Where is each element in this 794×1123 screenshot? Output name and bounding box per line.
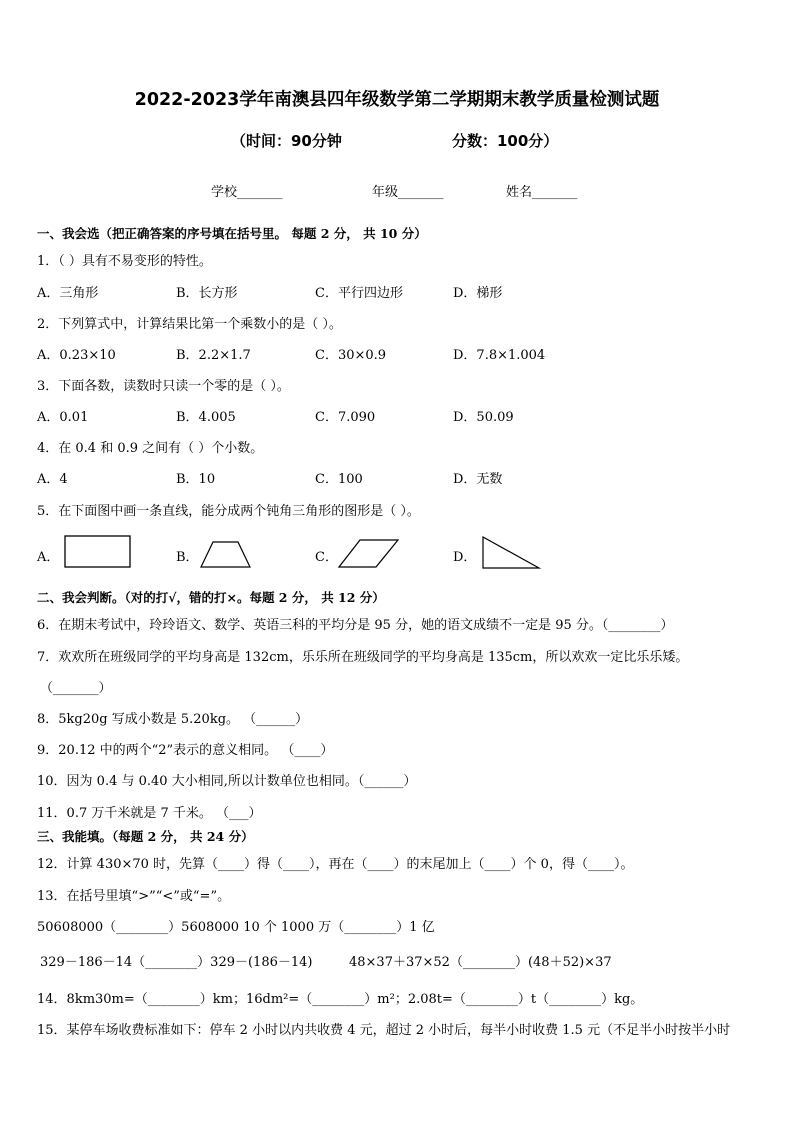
q5-option-b[interactable]: B． <box>176 550 199 565</box>
q1-option-a[interactable]: A．三角形 <box>37 286 99 301</box>
q14: 14．8km30m=（________）km；16dm²=（________）m²；2.08t=（________）t（________）kg。 <box>37 992 644 1007</box>
q13-row2-left: 329－186－14（________）329－(186－14) <box>40 955 313 970</box>
q2-option-a[interactable]: A．0.23×10 <box>37 348 116 363</box>
q1-option-d[interactable]: D．梯形 <box>453 286 503 301</box>
q3-stem: 3．下面各数，读数时只读一个零的是（ ）。 <box>37 379 290 394</box>
q15: 15．某停车场收费标准如下：停车 2 小时以内共收费 4 元，超过 2 小时后，每半小时收费 1.5 元（不足半小时按半小时 <box>37 1023 731 1038</box>
q7-answer-blank[interactable]: （_______） <box>40 681 112 696</box>
q1-option-c[interactable]: C．平行四边形 <box>315 286 403 301</box>
q8: 8．5kg20g 写成小数是 5.20kg。 （______） <box>37 712 309 727</box>
name-field[interactable]: 姓名_______ <box>506 185 578 200</box>
q4-option-b[interactable]: B．10 <box>176 472 216 487</box>
q1-stem: 1．（ ）具有不易变形的特性。 <box>37 254 212 269</box>
q4-option-d[interactable]: D．无数 <box>453 472 503 487</box>
q13-row2-right: 48×37＋37×52（________）(48＋52)×37 <box>349 955 612 970</box>
q10: 10．因为 0.4 与 0.40 大小相同,所以计数单位也相同。（______） <box>37 774 417 789</box>
q3-option-a[interactable]: A．0.01 <box>37 410 89 425</box>
section2-heading: 二、我会判断。（对的打√，错的打×。每题 2 分， 共 12 分） <box>37 590 385 605</box>
q5-option-c[interactable]: C． <box>315 550 338 565</box>
q6: 6．在期末考试中，玲玲语文、数学、英语三科的平均分是 95 分，她的语文成绩不一定是 95 分。（________） <box>37 618 674 633</box>
page-title: 2022-2023学年南澳县四年级数学第二学期期末教学质量检测试题 <box>134 90 660 110</box>
q3-option-d[interactable]: D．50.09 <box>453 410 514 425</box>
exam-score: 分数：100分） <box>452 132 559 150</box>
q4-stem: 4．在 0.4 和 0.9 之间有（ ）个小数。 <box>37 441 264 456</box>
q13: 13．在括号里填“>”“<”或“=”。 <box>37 889 231 904</box>
section1-heading: 一、我会选（把正确答案的序号填在括号里。 每题 2 分， 共 10 分） <box>37 226 427 241</box>
q2-option-b[interactable]: B．2.2×1.7 <box>176 348 251 363</box>
q5-option-a[interactable]: A． <box>37 550 60 565</box>
exam-time: （时间：90分钟 <box>231 132 342 150</box>
q11: 11．0.7 万千米就是 7 千米。 （___） <box>37 806 262 821</box>
q3-option-b[interactable]: B．4.005 <box>176 410 236 425</box>
rectangle-shape <box>64 535 132 570</box>
q5-stem: 5．在下面图中画一条直线，能分成两个钝角三角形的图形是（ ）。 <box>37 504 420 519</box>
q2-stem: 2．下列算式中，计算结果比第一个乘数小的是（ ）。 <box>37 317 342 332</box>
q2-option-d[interactable]: D．7.8×1.004 <box>453 348 546 363</box>
q9: 9．20.12 中的两个“2”表示的意义相同。 （____） <box>37 743 334 758</box>
q12: 12．计算 430×70 时，先算（____）得（____），再在（____）的末尾加上（____）个 0，得（____）。 <box>37 857 634 872</box>
q13-row1: 50608000（________）5608000 10 个 1000 万（________）1 亿 <box>37 920 435 935</box>
q4-option-c[interactable]: C．100 <box>315 472 363 487</box>
q7: 7．欢欢所在班级同学的平均身高是 132cm，乐乐所在班级同学的平均身高是 135cm，所以欢欢一定比乐乐矮。 <box>37 650 689 665</box>
q3-option-c[interactable]: C．7.090 <box>315 410 376 425</box>
section3-heading: 三、我能填。（每题 2 分， 共 24 分） <box>37 829 254 844</box>
trapezoid-shape <box>200 541 252 569</box>
q5-option-d[interactable]: D． <box>453 550 477 565</box>
parallelogram-shape <box>338 539 400 569</box>
grade-field[interactable]: 年级_______ <box>372 185 444 200</box>
q4-option-a[interactable]: A．4 <box>37 472 68 487</box>
school-field[interactable]: 学校_______ <box>211 185 283 200</box>
right-triangle-shape <box>482 536 542 570</box>
q1-option-b[interactable]: B．长方形 <box>176 286 238 301</box>
q2-option-c[interactable]: C．30×0.9 <box>315 348 387 363</box>
